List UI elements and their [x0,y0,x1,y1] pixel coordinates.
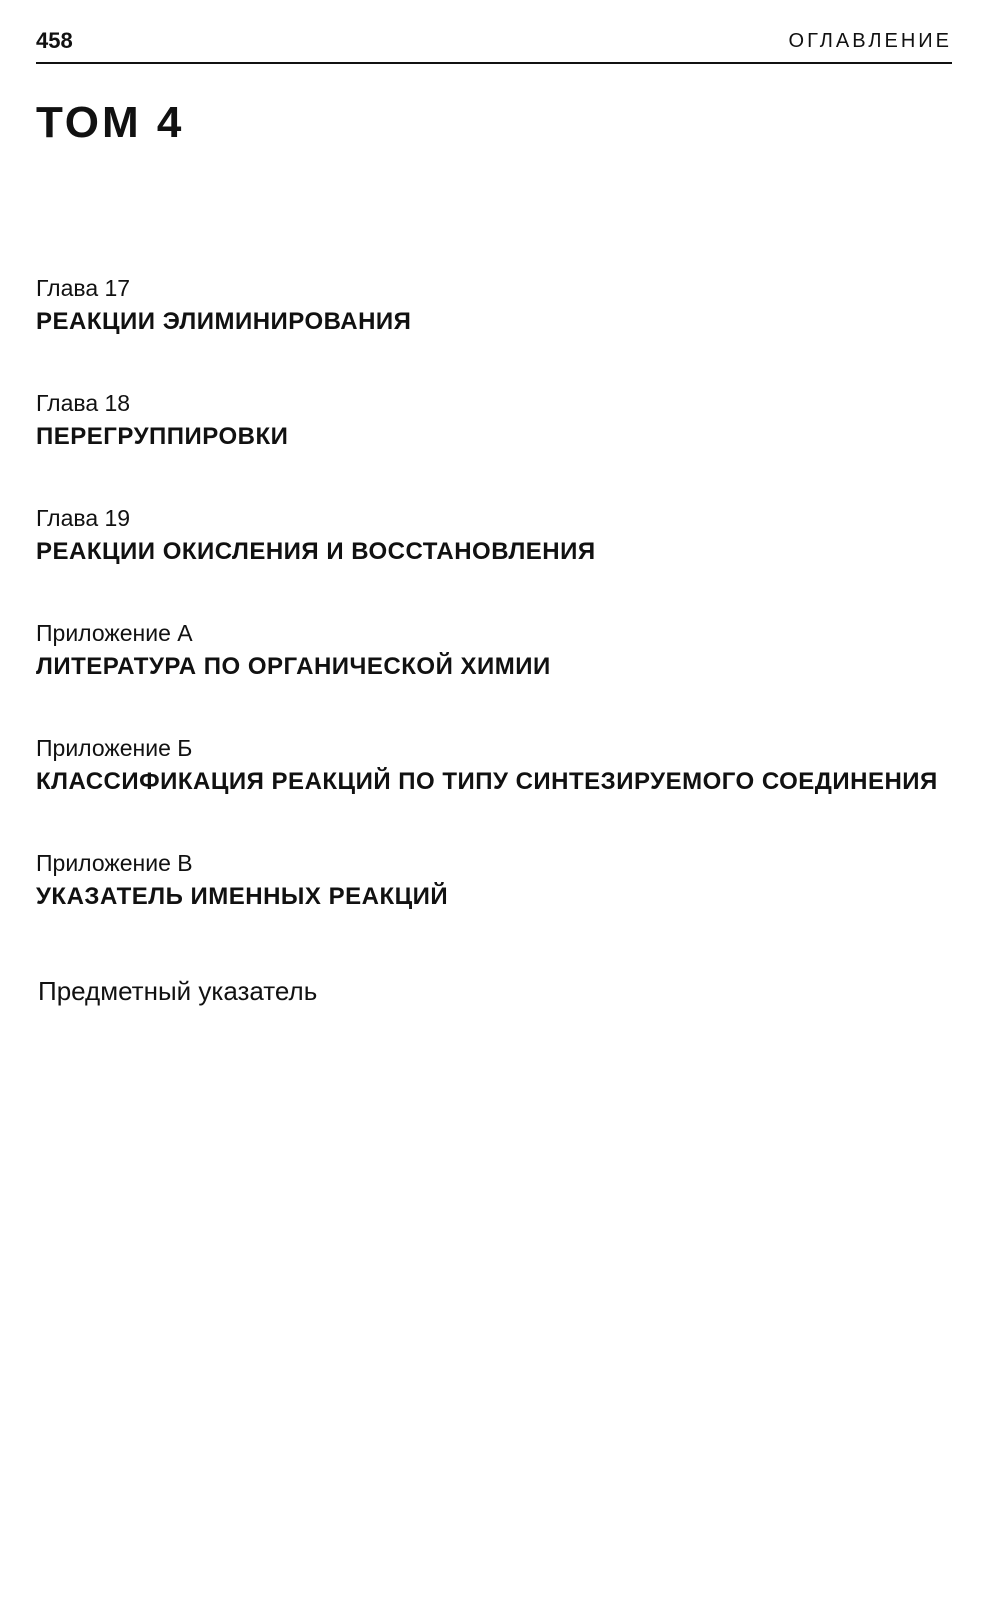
subject-index-entry: Предметный указатель [38,976,318,1006]
entry-title: КЛАССИФИКАЦИЯ РЕАКЦИЙ ПО ТИПУ СИНТЕЗИРУЕМОГО СОЕДИНЕНИЯ [36,768,938,795]
running-head [36,28,952,64]
entry-label: Глава 17 [36,275,131,301]
page-number: 458 [36,28,73,53]
section-title: ОГЛАВЛЕНИЕ [788,30,952,52]
toc-entry-chapter-19 [36,502,966,617]
toc-entry-appendix-v [36,847,966,962]
entry-title: РЕАКЦИИ ЭЛИМИНИРОВАНИЯ [36,308,412,335]
entry-label: Приложение А [36,620,193,646]
toc-entry-appendix-b [36,732,966,847]
toc-entry-chapter-17 [36,272,966,387]
entry-title: УКАЗАТЕЛЬ ИМЕННЫХ РЕАКЦИЙ [36,883,449,910]
entry-title: ПЕРЕГРУППИРОВКИ [36,423,289,450]
entry-label: Приложение Б [36,735,193,761]
volume-title: ТОМ 4 [36,98,185,147]
entry-title: ЛИТЕРАТУРА ПО ОРГАНИЧЕСКОЙ ХИМИИ [36,653,551,680]
toc-entry-chapter-18 [36,387,966,502]
entry-label: Глава 18 [36,390,131,416]
toc-entry-appendix-a [36,617,966,732]
entry-title: РЕАКЦИИ ОКИСЛЕНИЯ И ВОССТАНОВЛЕНИЯ [36,538,596,565]
entry-label: Приложение В [36,850,193,876]
entry-label: Глава 19 [36,505,131,531]
table-of-contents [36,272,966,962]
